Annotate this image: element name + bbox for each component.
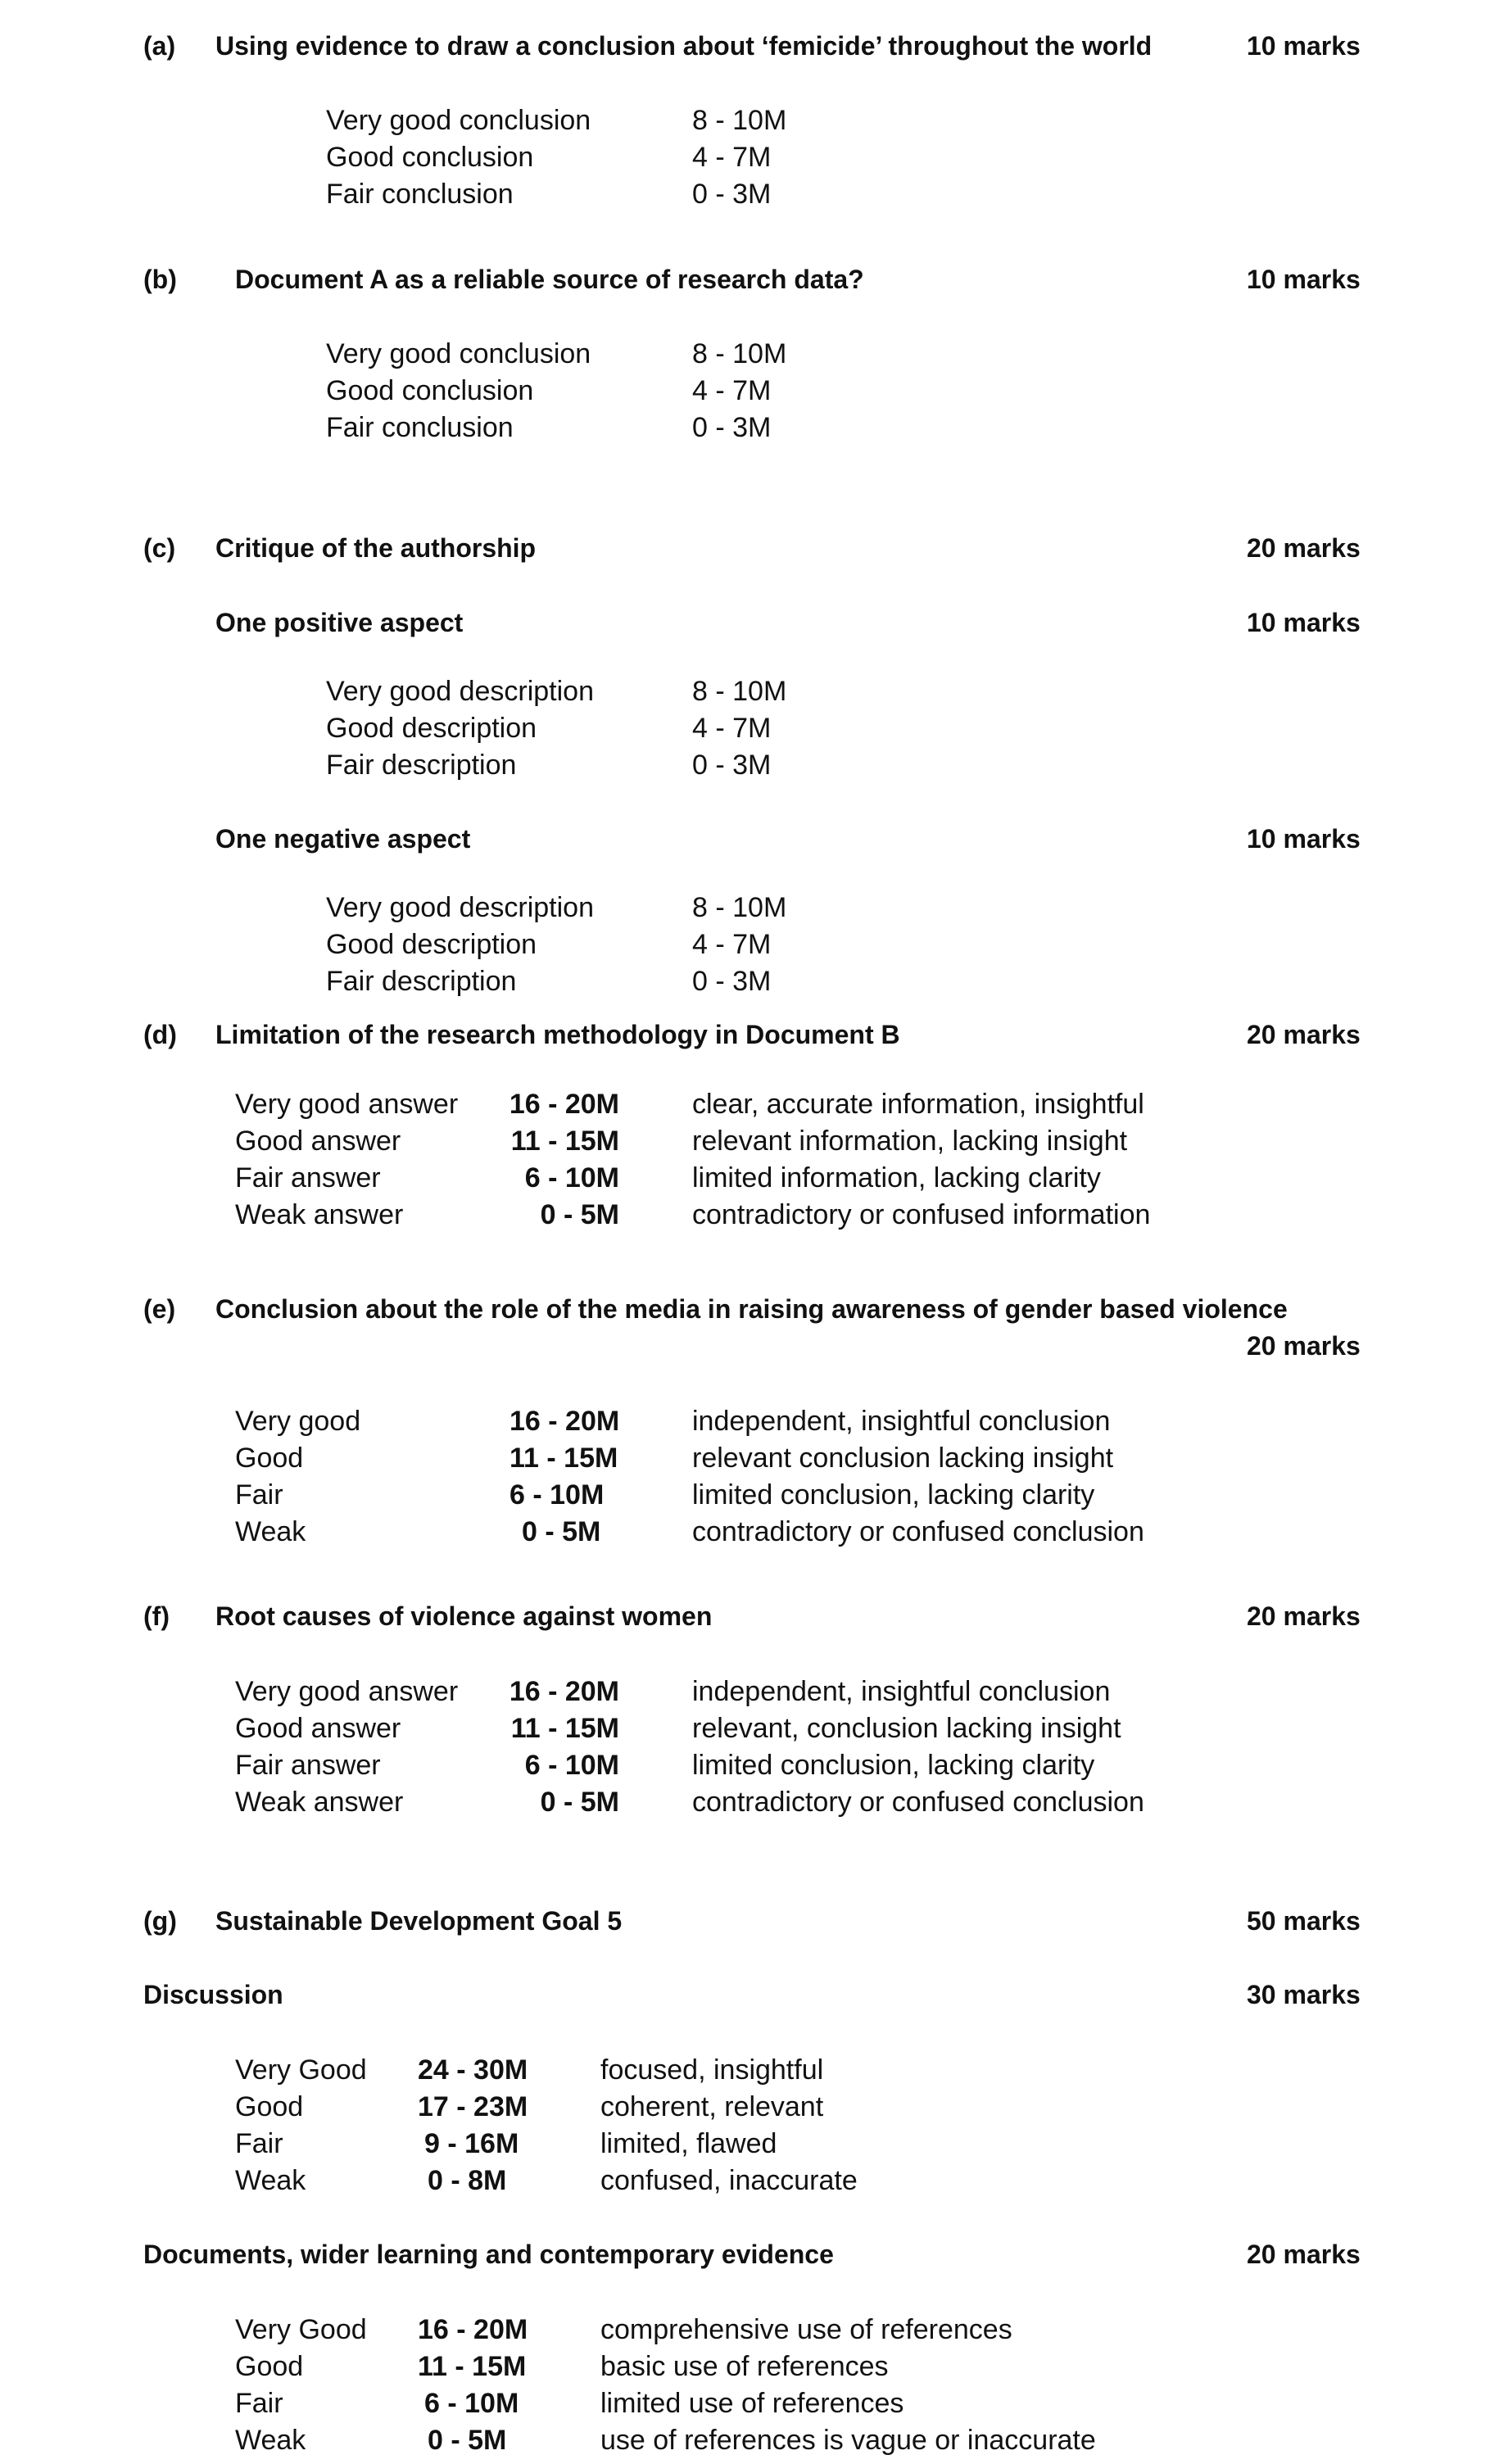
section-f-marks: 20 marks (1247, 1601, 1361, 1631)
section-d-row-desc: relevant information, lacking insight (692, 1126, 1128, 1157)
section-g-documents-marks: 20 marks (1247, 2240, 1361, 2269)
section-f-row-desc: contradictory or confused conclusion (692, 1787, 1144, 1818)
section-g-marks: 50 marks (1247, 1906, 1361, 1936)
section-g-documents-row-range: 11 - 15M (418, 2351, 527, 2382)
section-f-letter: (f) (143, 1601, 170, 1631)
section-d-row-range: 6 - 10M (524, 1162, 619, 1194)
section-g-discussion-row-range: 24 - 30M (418, 2054, 528, 2086)
section-a-letter: (a) (143, 31, 176, 61)
section-e-row-label: Very good (235, 1406, 361, 1437)
section-c-positive-row-range: 8 - 10M (692, 676, 787, 707)
section-d-row-label: Very good answer (235, 1089, 459, 1120)
section-f-row-range: 11 - 15M (510, 1713, 619, 1744)
section-g-discussion-row-range: 17 - 23M (418, 2091, 528, 2122)
section-c-negative-row-label: Good description (326, 929, 537, 960)
section-d-row-range: 11 - 15M (510, 1126, 619, 1157)
section-g-discussion-row-label: Good (235, 2091, 304, 2122)
section-f-row-label: Very good answer (235, 1676, 459, 1707)
section-b-row-label: Good conclusion (326, 375, 534, 406)
section-f-row-range: 16 - 20M (509, 1676, 619, 1707)
section-e-row-range: 16 - 20M (509, 1406, 620, 1437)
section-f-row-desc: limited conclusion, lacking clarity (692, 1750, 1095, 1781)
section-a-row-range: 8 - 10M (692, 105, 787, 136)
section-a-marks: 10 marks (1247, 31, 1361, 61)
section-f-row-desc: independent, insightful conclusion (692, 1676, 1111, 1707)
section-g-title: Sustainable Development Goal 5 (215, 1906, 623, 1936)
section-e-title: Conclusion about the role of the media in raising awareness of gender based violence (215, 1294, 1288, 1324)
section-f-row-range: 6 - 10M (524, 1750, 619, 1781)
section-f-row-label: Fair answer (235, 1750, 381, 1781)
section-g-documents-row-label: Weak (235, 2425, 306, 2456)
section-a-row-label: Very good conclusion (326, 105, 591, 136)
section-b-row-range: 0 - 3M (692, 412, 772, 443)
section-c-negative-row-range: 8 - 10M (692, 892, 787, 923)
section-d-row-label: Fair answer (235, 1162, 381, 1194)
section-g-documents-row-range: 16 - 20M (418, 2314, 528, 2345)
section-c-negative-marks: 10 marks (1247, 824, 1361, 854)
section-g-discussion-row-desc: coherent, relevant (600, 2091, 824, 2122)
section-g-discussion-row-desc: focused, insightful (600, 2054, 824, 2086)
section-g-documents-row-desc: use of references is vague or inaccurate (600, 2425, 1096, 2456)
section-a-row-label: Good conclusion (326, 142, 534, 173)
section-g-documents-row-label: Very Good (235, 2314, 367, 2345)
section-b-row-range: 4 - 7M (692, 375, 772, 406)
section-d-row-desc: contradictory or confused information (692, 1199, 1151, 1230)
section-a-row-range: 0 - 3M (692, 179, 772, 210)
section-g-discussion-row-desc: confused, inaccurate (600, 2165, 858, 2196)
section-a-row-label: Fair conclusion (326, 179, 514, 210)
section-e-row-label: Weak (235, 1516, 306, 1547)
section-g-documents-row-range: 0 - 5M (428, 2425, 507, 2456)
section-g-documents-title: Documents, wider learning and contemporary evidence (143, 2240, 834, 2269)
section-d-row-range: 0 - 5M (540, 1199, 619, 1230)
section-g-discussion-row-label: Very Good (235, 2054, 367, 2086)
section-d-row-desc: limited information, lacking clarity (692, 1162, 1101, 1194)
section-b-letter: (b) (143, 265, 177, 294)
section-b-row-label: Very good conclusion (326, 338, 591, 369)
section-g-discussion-marks: 30 marks (1247, 1980, 1361, 2009)
section-a-row-range: 4 - 7M (692, 142, 772, 173)
section-c-positive-marks: 10 marks (1247, 608, 1361, 637)
section-d-row-label: Good answer (235, 1126, 401, 1157)
section-e-row-range: 0 - 5M (522, 1516, 601, 1547)
section-e-row-desc: relevant conclusion lacking insight (692, 1443, 1114, 1474)
section-e-row-desc: independent, insightful conclusion (692, 1406, 1111, 1437)
section-c-positive-row-range: 0 - 3M (692, 750, 772, 781)
section-c-negative-row-label: Fair description (326, 966, 517, 997)
section-f-row-label: Good answer (235, 1713, 401, 1744)
section-e-row-range: 6 - 10M (509, 1479, 605, 1511)
section-g-discussion-row-range: 9 - 16M (424, 2128, 519, 2159)
section-d-row-desc: clear, accurate information, insightful (692, 1089, 1144, 1120)
section-f-title: Root causes of violence against women (215, 1601, 713, 1631)
section-c-title: Critique of the authorship (215, 533, 537, 563)
section-e-row-desc: contradictory or confused conclusion (692, 1516, 1144, 1547)
section-f-row-desc: relevant, conclusion lacking insight (692, 1713, 1121, 1744)
section-e-letter: (e) (143, 1294, 176, 1324)
section-g-documents-row-desc: basic use of references (600, 2351, 889, 2382)
section-e-marks: 20 marks (1247, 1331, 1361, 1361)
section-c-positive-row-range: 4 - 7M (692, 713, 772, 744)
section-g-documents-row-label: Good (235, 2351, 304, 2382)
section-d-letter: (d) (143, 1020, 177, 1049)
section-f-row-label: Weak answer (235, 1787, 404, 1818)
section-g-documents-row-label: Fair (235, 2388, 283, 2419)
section-d-row-range: 16 - 20M (509, 1089, 619, 1120)
section-c-positive-row-label: Good description (326, 713, 537, 744)
section-b-row-label: Fair conclusion (326, 412, 514, 443)
section-f-row-range: 0 - 5M (540, 1787, 619, 1818)
section-g-discussion-row-label: Weak (235, 2165, 306, 2196)
section-g-letter: (g) (143, 1906, 177, 1936)
section-g-documents-row-range: 6 - 10M (424, 2388, 519, 2419)
section-b-marks: 10 marks (1247, 265, 1361, 294)
section-b-row-range: 8 - 10M (692, 338, 787, 369)
section-g-discussion-title: Discussion (143, 1980, 283, 2009)
section-e-row-range: 11 - 15M (509, 1443, 618, 1474)
section-c-positive-row-label: Very good description (326, 676, 594, 707)
section-g-documents-row-desc: limited use of references (600, 2388, 904, 2419)
section-g-documents-row-desc: comprehensive use of references (600, 2314, 1012, 2345)
section-c-negative-row-range: 4 - 7M (692, 929, 772, 960)
section-c-positive-title: One positive aspect (215, 608, 464, 637)
section-c-negative-row-range: 0 - 3M (692, 966, 772, 997)
section-d-row-label: Weak answer (235, 1199, 404, 1230)
section-g-discussion-row-desc: limited, flawed (600, 2128, 777, 2159)
section-c-negative-title: One negative aspect (215, 824, 471, 854)
section-c-negative-row-label: Very good description (326, 892, 594, 923)
section-d-title: Limitation of the research methodology in Document B (215, 1020, 900, 1049)
section-e-row-desc: limited conclusion, lacking clarity (692, 1479, 1095, 1511)
section-c-marks: 20 marks (1247, 533, 1361, 563)
section-c-letter: (c) (143, 533, 176, 563)
section-b-title: Document A as a reliable source of research data? (235, 265, 864, 294)
section-e-row-label: Fair (235, 1479, 283, 1511)
section-a-title: Using evidence to draw a conclusion about ‘femicide’ throughout the world (215, 31, 1153, 61)
section-g-discussion-row-label: Fair (235, 2128, 283, 2159)
section-g-discussion-row-range: 0 - 8M (428, 2165, 507, 2196)
section-e-row-label: Good (235, 1443, 304, 1474)
section-c-positive-row-label: Fair description (326, 750, 517, 781)
section-d-marks: 20 marks (1247, 1020, 1361, 1049)
